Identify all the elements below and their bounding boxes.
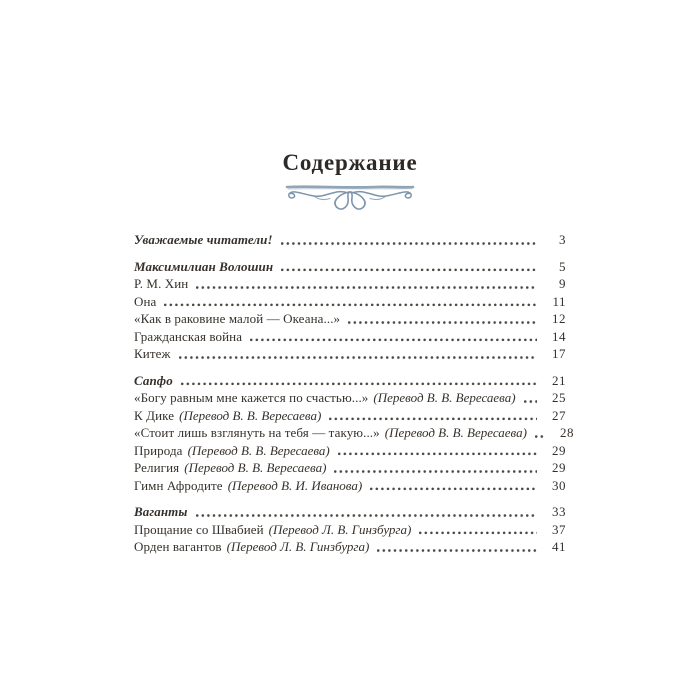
dot-leader bbox=[196, 503, 537, 521]
page-number: 41 bbox=[552, 539, 566, 554]
toc-entry-translator-note: (Перевод В. В. Вересаева) bbox=[187, 442, 330, 458]
toc-entry-translator-note: (Перевод В. И. Иванова) bbox=[227, 477, 363, 493]
toc-entry-label: Уважаемые читатели! bbox=[134, 232, 273, 247]
toc-section bbox=[134, 258, 566, 363]
toc-entry-label: Китеж bbox=[134, 346, 171, 361]
dot-leader bbox=[329, 407, 537, 425]
toc-list bbox=[134, 231, 574, 556]
toc-content bbox=[134, 0, 574, 556]
toc-entry-label: «Богу равным мне кажется по счастью...» bbox=[134, 390, 369, 405]
dot-leader bbox=[334, 459, 537, 477]
toc-entry-translator-note: (Перевод Л. В. Гинзбурга) bbox=[226, 539, 370, 554]
page-number: 29 bbox=[552, 442, 566, 458]
dot-leader bbox=[179, 345, 537, 363]
toc-row bbox=[134, 442, 566, 460]
toc-row bbox=[134, 521, 566, 539]
toc-entry-translator-note: (Перевод В. В. Вересаева) bbox=[184, 460, 327, 475]
toc-row bbox=[134, 459, 566, 477]
toc-entry-translator-note: (Перевод В. В. Вересаева) bbox=[373, 390, 516, 405]
page-number: 12 bbox=[552, 311, 566, 326]
toc-row bbox=[134, 345, 566, 363]
toc-row bbox=[134, 477, 566, 495]
toc-entry-label: Природа bbox=[134, 442, 183, 458]
dot-leader bbox=[181, 372, 537, 390]
page-number: 27 bbox=[552, 407, 566, 423]
toc-entry-label: Р. М. Хин bbox=[134, 276, 189, 291]
dot-leader bbox=[250, 328, 537, 346]
toc-entry-translator-note: (Перевод В. В. Вересаева) bbox=[179, 407, 322, 423]
dot-leader bbox=[370, 477, 537, 495]
toc-row bbox=[134, 258, 566, 276]
toc-row bbox=[134, 424, 574, 442]
toc-row bbox=[134, 407, 566, 425]
toc-entry-label: Гимн Афродите bbox=[134, 477, 223, 493]
toc-row bbox=[134, 538, 566, 556]
toc-entry-label: К Дике bbox=[134, 407, 175, 423]
toc-row bbox=[134, 328, 566, 346]
toc-entry-label: Орден вагантов bbox=[134, 539, 222, 554]
toc-row bbox=[134, 275, 566, 293]
toc-entry-label: Максимилиан Волошин bbox=[134, 258, 274, 274]
page-number: 9 bbox=[559, 276, 566, 291]
page-number: 14 bbox=[552, 328, 566, 344]
page-number: 30 bbox=[552, 477, 566, 493]
toc-entry-label: Сапфо bbox=[134, 372, 173, 388]
dot-leader bbox=[281, 258, 537, 276]
toc-entry-label: Ваганты bbox=[134, 504, 188, 519]
flourish-divider-icon bbox=[284, 182, 416, 214]
toc-entry-translator-note: (Перевод Л. В. Гинзбурга) bbox=[268, 521, 412, 537]
toc-entry-label: Прощание со Швабией bbox=[134, 521, 264, 537]
dot-leader bbox=[338, 442, 537, 460]
toc-entry-label: «Как в раковине малой — Океана...» bbox=[134, 311, 341, 326]
toc-section bbox=[134, 372, 574, 495]
toc-row bbox=[134, 389, 566, 407]
page-number: 37 bbox=[552, 521, 566, 537]
page-number: 17 bbox=[552, 346, 566, 361]
toc-row bbox=[134, 293, 566, 311]
toc-row bbox=[134, 503, 566, 521]
page-number: 5 bbox=[559, 258, 566, 274]
dot-leader bbox=[348, 310, 537, 328]
dot-leader bbox=[196, 275, 537, 293]
toc-entry-label: Религия bbox=[134, 460, 180, 475]
toc-row bbox=[134, 372, 566, 390]
toc-section bbox=[134, 231, 566, 249]
toc-entry-label: «Стоит лишь взглянуть на тебя — такую...» bbox=[134, 425, 380, 440]
toc-section bbox=[134, 503, 566, 556]
toc-entry-label: Гражданская война bbox=[134, 328, 243, 344]
page-number: 3 bbox=[559, 232, 566, 247]
toc-row bbox=[134, 231, 566, 249]
page-number: 25 bbox=[552, 390, 566, 405]
toc-entry-translator-note: (Перевод В. В. Вересаева) bbox=[384, 425, 527, 440]
dot-leader bbox=[419, 521, 537, 539]
dot-leader bbox=[377, 538, 537, 556]
page-number: 11 bbox=[552, 293, 566, 309]
toc-entry-label: Она bbox=[134, 293, 157, 309]
page-number: 29 bbox=[552, 460, 566, 475]
toc-row bbox=[134, 310, 566, 328]
dot-leader bbox=[281, 231, 537, 249]
dot-leader bbox=[524, 389, 537, 407]
page-number: 21 bbox=[552, 372, 566, 388]
page-number: 33 bbox=[552, 504, 566, 519]
dot-leader bbox=[164, 293, 537, 311]
page-number: 28 bbox=[559, 425, 574, 440]
dot-leader bbox=[535, 424, 545, 442]
page-title: Содержание bbox=[282, 150, 418, 175]
